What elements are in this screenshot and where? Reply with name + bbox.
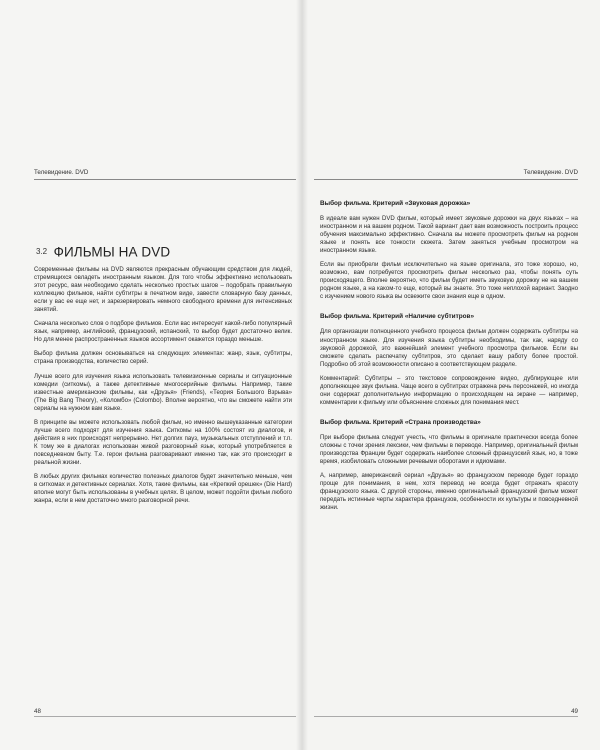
- section-heading: Выбор фильма. Критерий «Звуковая дорожка»: [320, 200, 471, 207]
- header-rule-right: [314, 179, 578, 180]
- paragraph: Комментарий: Субтитры – это текстовое сопровождение видео, дублирующее или дополняющее звук фильма. Чаще всего в субтитрах отражена речь персонажей, но иногда они содержат дополнительную информацию о происходящем на экране — например, комментарии к фильму или объяснение сложных для понимания мест.: [320, 375, 578, 406]
- running-head-right: Телевидение. DVD: [523, 169, 578, 176]
- paragraph: Для организации полноценного учебного процесса фильм должен содержать субтитры на иностранном языке. Для изучения языка субтитры необходимы, так как, наряду со звуковой дорожкой, это важнейший элемент учебного просмотра фильмов. Если вы сможете сделать распечатку субтитров, это сделает вашу работу более простой. Подробно об этой возможности описано в соответствующем разделе.: [320, 329, 578, 368]
- paragraph: При выборе фильма следует учесть, что фильмы в оригинале практически всегда более сложны с точки зрения лексики, чем фильмы в переводе. Например, оригинальный фильм производства Франции будет содержать наиболее сложный французский язык, но, в тоже время, изобиловать сложными речевыми оборотами и идиомами.: [320, 434, 578, 466]
- chapter-number: 3.2: [36, 247, 48, 257]
- footer-rule-left: [34, 716, 296, 717]
- running-head-left: Телевидение. DVD: [34, 169, 89, 176]
- left-body-text: [34, 266, 292, 511]
- paragraph: В любых других фильмах количество полезных диалогов будет значительно меньше, чем в ситкомах и детективных сериалах. Хотя, такие фильмы, как «Крепкий орешек» (Die Hard) вполне могут быть использованы в учебных целях. В целом, может подойти фильм любого жанра, если в нем достаточно много разговорной речи.: [34, 474, 292, 505]
- paragraph: Лучше всего для изучения языка использовать телевизионные сериалы и ситуационные комедии (ситкомы), а также детективные многосерийные фильмы. Например, такие известные американские фильмы, как «Друзья» (Friends), «Теория Большого Взрыва» (The Big Bang Theory), «Коломбо» (Colombo). Вполне вероятно, что вы сможете найти эти сериалы на нужном вам языке.: [34, 373, 292, 412]
- paragraph: Сначала несколько слов о подборе фильмов. Если вас интересует какой-либо популярный язык, например, английский, французский, испанский, то выбор будет достаточно велик. Но для менее распространенных языков ассортимент окажется гораздо меньше.: [34, 321, 292, 344]
- footer-rule-right: [314, 716, 578, 717]
- chapter-heading: [36, 243, 170, 261]
- right-body-text: [320, 200, 578, 518]
- paragraph: В принципе вы можете использовать любой фильм, но именно вышеуказанные категории лучше всего подходят для изучения языка. Ситкомы на 100% состоят из диалогов, и действия в них происходят непрерывно. Нет долгих пауз, музыкальных отступлений и т.п. К тому же в диалогах использован живой разговорный язык, который употребляется в повседневном быту. Т.е. герои фильма разговаривают именно так, как это происходит в реальной жизни.: [34, 419, 292, 466]
- header-rule-left: [34, 179, 296, 180]
- right-page: [302, 0, 600, 750]
- paragraph: В идеале вам нужен DVD фильм, который имеет звуковые дорожки на двух языках – на иностранном и на вашем родном. Такой вариант дает вам возможность построить процесс обучения максимально эффективно. Сначала вы можете просмотреть фильм на родном языке и понять все тонкости сюжета. Затем заняться учебным просмотром на иностранном языке.: [320, 216, 578, 255]
- chapter-title: ФИЛЬМЫ НА DVD: [53, 244, 171, 260]
- section-heading: Выбор фильма. Критерий «Страна производства»: [320, 418, 481, 426]
- paragraph: Выбор фильма должен основываться на следующих элементах: жанр, язык, субтитры, страна производства, количество серий.: [34, 351, 292, 366]
- page-number-left: 48: [34, 708, 41, 715]
- paragraph: А, например, американский сериал «Друзья» во французском переводе будет гораздо проще для понимания, в нем, хотя перевод не всегда будет отражать красоту французского языка. С другой стороны, именно оригинальный французский фильм может передать истинные черты характера французов, особенности их культуры и повседневной жизни.: [320, 473, 578, 512]
- paragraph: Если вы приобрели фильм исключительно на языке оригинала, это тоже хорошо, но, возможно, вам потребуется просмотреть фильм несколько раз, чтобы понять суть происходящего. Вполне вероятно, что фильм будет иметь звуковую дорожку не на вашем родном языке, а на каком-то еще, который вы знаете. Это тоже неплохой вариант. Заодно с изучением нового языка вы освежите свои знания еще в одном.: [320, 262, 578, 301]
- book-gutter: [296, 0, 308, 750]
- paragraph: Современные фильмы на DVD являются прекрасным обучающим средством для людей, стремящихся овладеть иностранным языком. Для того чтобы эффективно использовать этот ресурс, вам необходимо сделать несколько простых шагов – подобрать правильную коллекцию фильмов, найти субтитры в печатном виде, завести словарную базу данных, если у вас ее еще нет, и зарезервировать немного свободного времени для интенсивных занятий.: [34, 267, 292, 314]
- page-number-right: 49: [571, 708, 578, 715]
- section-heading: Выбор фильма. Критерий «Наличие субтитров»: [320, 313, 475, 321]
